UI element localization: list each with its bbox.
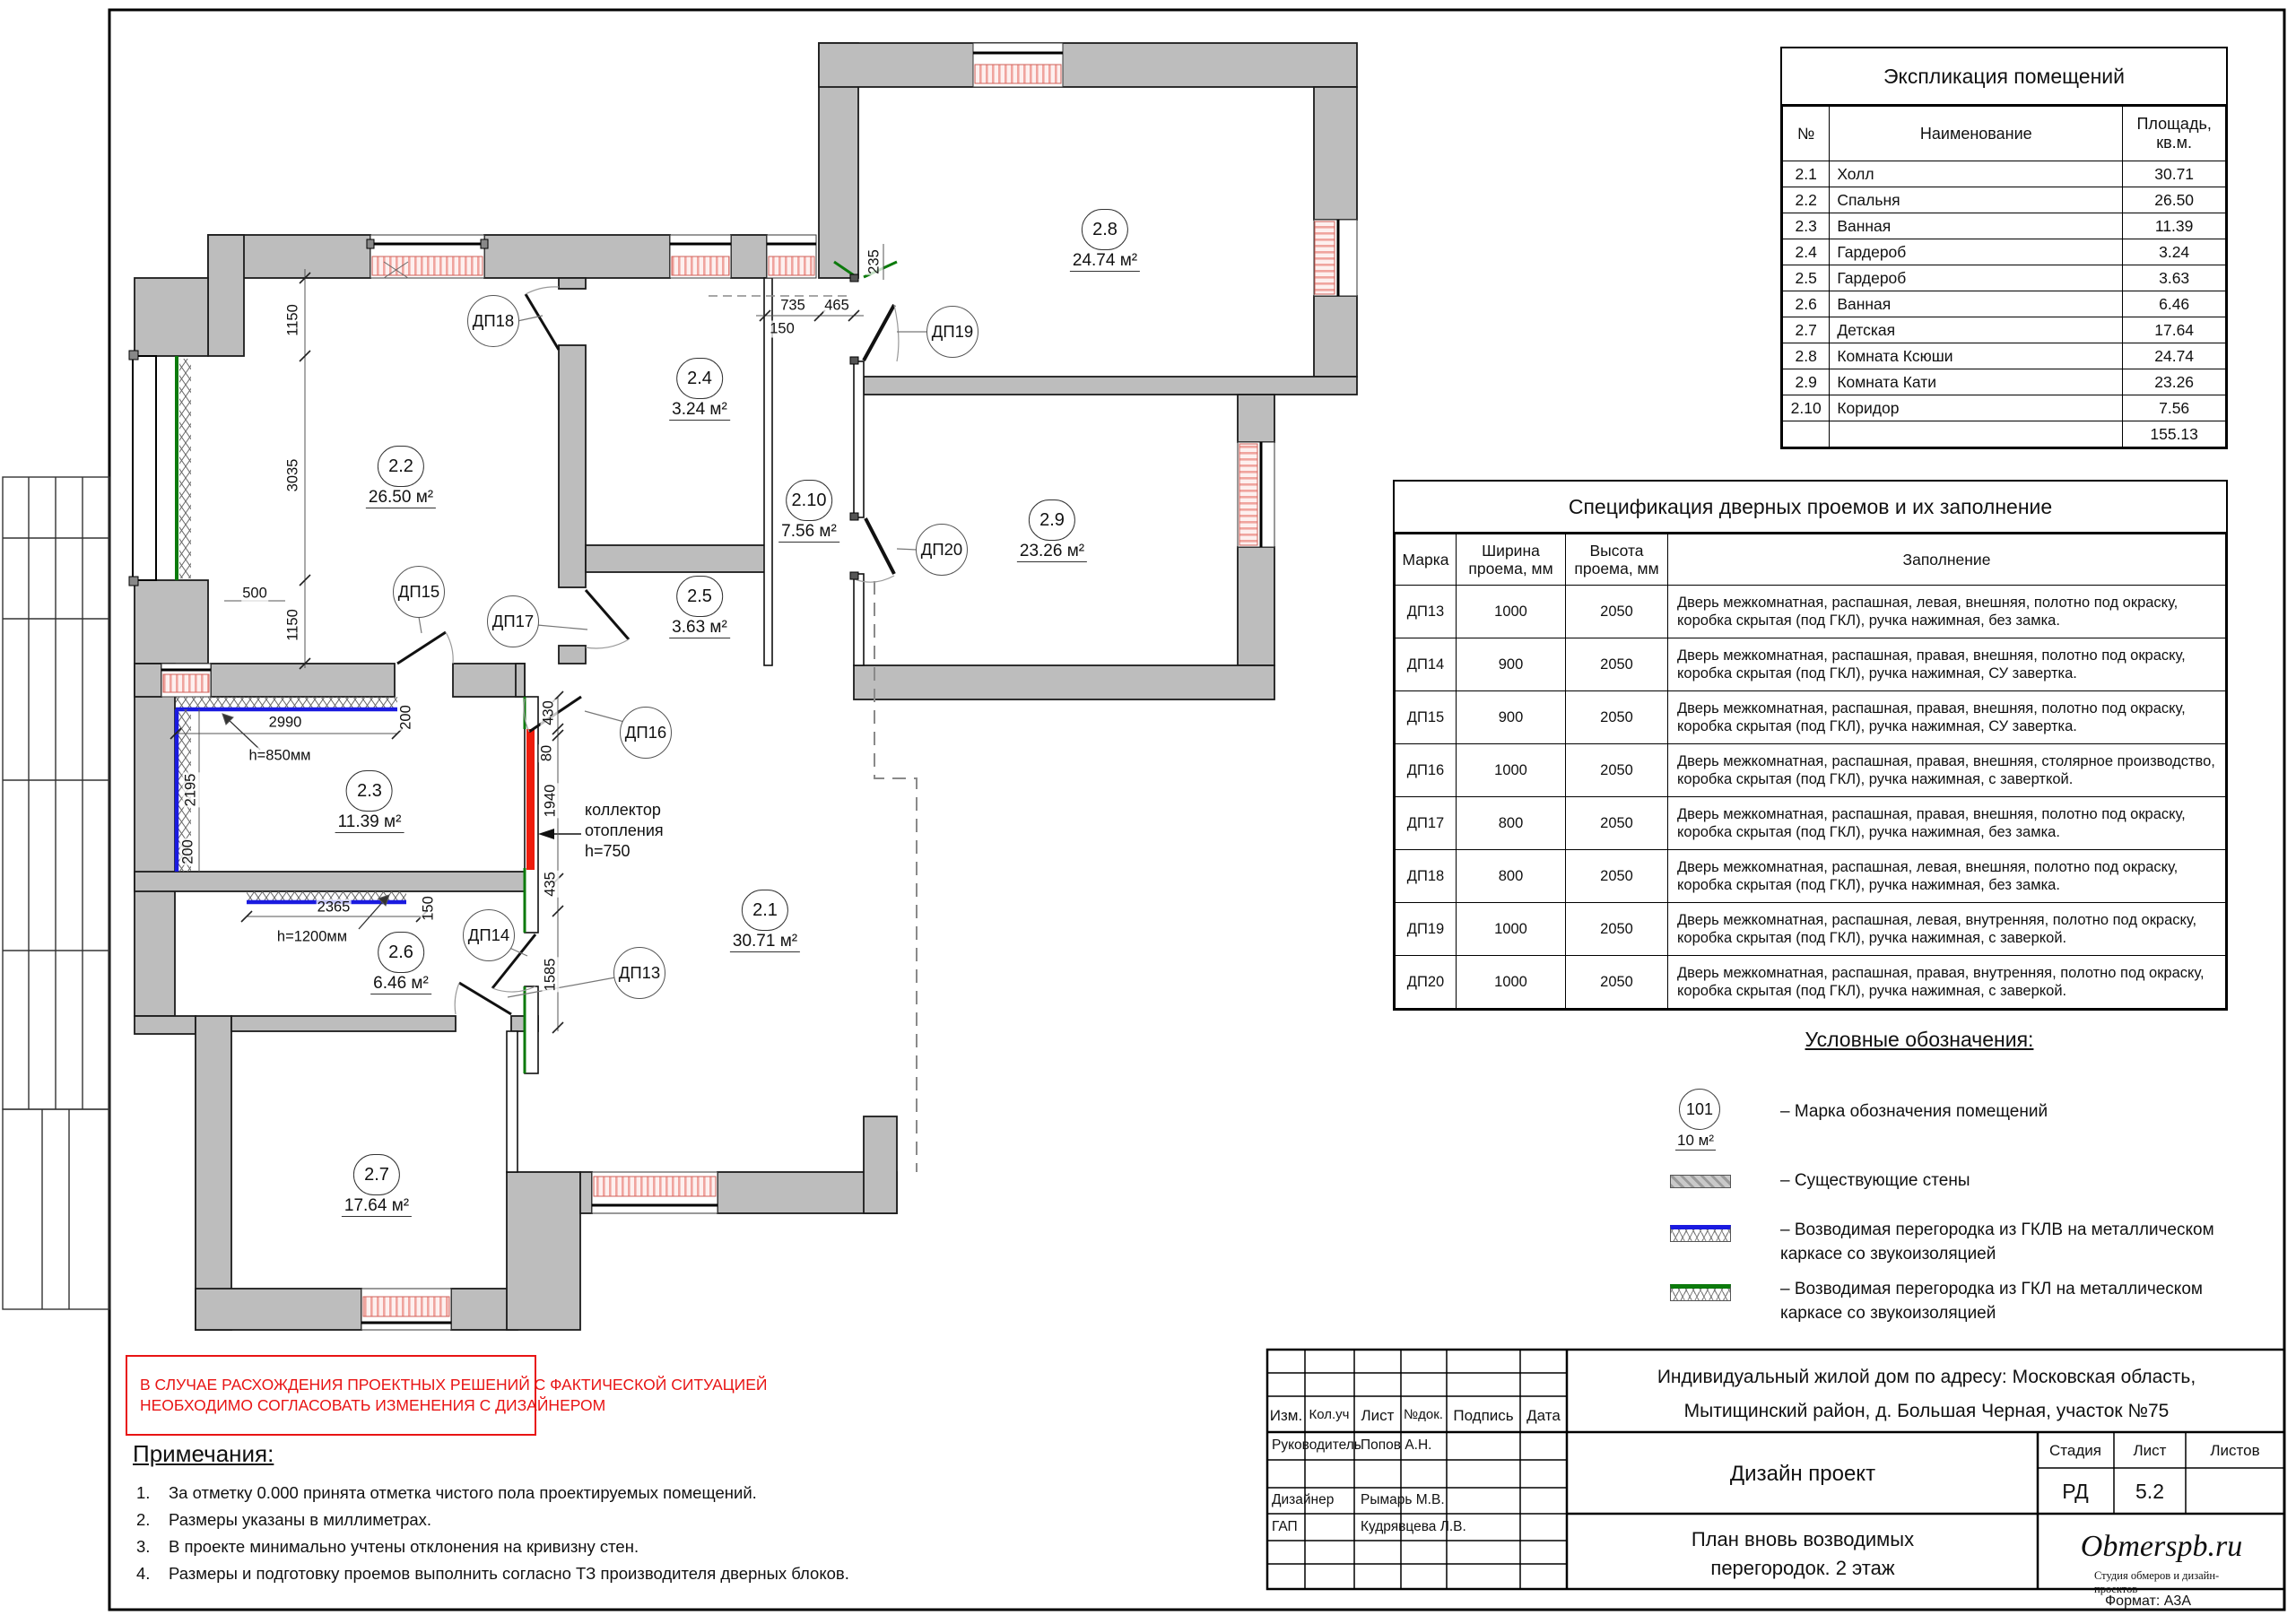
room-number: 2.10 — [786, 480, 832, 521]
table-cell: 1000 — [1457, 956, 1566, 1009]
table-cell: 2.6 — [1783, 291, 1830, 317]
dimension-label: 3035 — [284, 458, 301, 492]
door-spec-table — [1393, 480, 2228, 1011]
dimension-label: 2195 — [182, 773, 199, 807]
dimension-label: 465 — [824, 297, 849, 314]
titleblock-role: Дизайнер — [1272, 1492, 1335, 1507]
table-cell: Холл — [1830, 161, 2123, 187]
table-cell: Дверь межкомнатная, распашная, правая, внешняя, полотно под окраску, коробка скрытая (под ГКЛ), ручка нажимная, СУ завертка. — [1668, 691, 2226, 744]
titleblock-col: Подпись — [1453, 1407, 1514, 1424]
table-row — [1396, 638, 2226, 691]
collector-line: коллектор — [585, 801, 661, 819]
column-header-line: Площадь, — [2136, 115, 2212, 134]
table-cell: Гардероб — [1830, 265, 2123, 291]
table-cell: 1000 — [1457, 586, 1566, 638]
door-label-dp18: ДП18 — [467, 295, 519, 347]
table-cell: Дверь межкомнатная, распашная, правая, внешняя, полотно под окраску, коробка скрытая (под ГКЛ), ручка нажимная, СУ завертка. — [1668, 638, 2226, 691]
note-text: Размеры указаны в миллиметрах. — [169, 1510, 432, 1529]
table-cell: Дверь межкомнатная, распашная, правая, внешняя, полотно под окраску, коробка скрытая (под ГКЛ), ручка нажимная, без замка. — [1668, 797, 2226, 850]
room-number: 2.2 — [378, 446, 424, 487]
table-cell: ДП18 — [1396, 850, 1457, 903]
sheets-label: Листов — [2210, 1442, 2260, 1459]
table-cell: Коридор — [1830, 395, 2123, 421]
table-cell: 1000 — [1457, 744, 1566, 797]
table-cell: 1000 — [1457, 903, 1566, 956]
room-area: 6.46 м² — [370, 974, 431, 994]
note-number: 2. — [136, 1510, 151, 1529]
room-number: 2.9 — [1029, 499, 1075, 541]
room-area: 7.56 м² — [778, 522, 839, 543]
room-label-2-9 — [1017, 499, 1087, 562]
door-leaves — [397, 274, 899, 1014]
titleblock-role: Руководитель — [1272, 1437, 1361, 1453]
table-cell: 2.10 — [1783, 395, 1830, 421]
legend-item: – Марка обозначения помещений — [1780, 1102, 2048, 1121]
door-label-dp14: ДП14 — [463, 909, 515, 961]
room-number: 2.4 — [676, 358, 723, 399]
table-cell: 26.50 — [2123, 187, 2226, 213]
table-cell: 2.4 — [1783, 239, 1830, 265]
existing-walls — [135, 43, 1357, 1330]
room-number: 2.3 — [346, 770, 393, 812]
notes-title: Примечания: — [133, 1440, 274, 1467]
dimension-label: 1150 — [284, 304, 301, 336]
room-area: 23.26 м² — [1017, 542, 1087, 562]
door-label-dp17: ДП17 — [487, 595, 539, 647]
table-cell: Дверь межкомнатная, распашная, левая, внешняя, полотно под окраску, коробка скрытая (под ГКЛ), ручка нажимная, без замка. — [1668, 586, 2226, 638]
legend-gklv-partition-swatch — [1670, 1225, 1731, 1242]
legend-item: каркасе со звукоизоляцией — [1780, 1304, 1996, 1323]
titleblock-name: Кудрявцева Л.В. — [1361, 1519, 1466, 1534]
titleblock-col: Лист — [1361, 1407, 1395, 1424]
table-cell: Ванная — [1830, 291, 2123, 317]
table-row — [1783, 161, 2226, 187]
table-cell: 24.74 — [2123, 343, 2226, 369]
table-cell: ДП16 — [1396, 744, 1457, 797]
table-cell: 2050 — [1566, 638, 1668, 691]
legend-item: каркасе со звукоизоляцией — [1780, 1245, 1996, 1264]
door-label-dp20: ДП20 — [916, 524, 968, 576]
table-cell: 2050 — [1566, 850, 1668, 903]
titleblock-col: Изм. — [1269, 1407, 1303, 1424]
stage-label: Стадия — [2049, 1442, 2101, 1459]
room-label-2-10 — [778, 480, 839, 543]
sheet-number: 5.2 — [2135, 1480, 2164, 1503]
studio-logo-subtitle: Студия обмеров и дизайн-проектов — [2094, 1569, 2220, 1595]
room-area: 11.39 м² — [335, 812, 404, 833]
collector-line: отопления — [585, 821, 664, 839]
door-label-dp16: ДП16 — [620, 707, 672, 759]
table-row — [1783, 343, 2226, 369]
column-header — [2123, 107, 2226, 161]
table-cell: Детская — [1830, 317, 2123, 343]
table-cell: 2050 — [1566, 744, 1668, 797]
table-cell: 6.46 — [2123, 291, 2226, 317]
table-cell: 7.56 — [2123, 395, 2226, 421]
table-row — [1783, 213, 2226, 239]
table-cell: ДП20 — [1396, 956, 1457, 1009]
table-row — [1783, 395, 2226, 421]
collector-line: h=750 — [585, 842, 631, 860]
table-cell: 11.39 — [2123, 213, 2226, 239]
dimension-label: 235 — [865, 249, 883, 274]
table-cell: Дверь межкомнатная, распашная, правая, внутренняя, полотно под окраску, коробка скрытая (под ГКЛ), ручка нажимная, с заверкой. — [1668, 956, 2226, 1009]
legend-room-mark-icon: 101 — [1679, 1089, 1720, 1130]
project-type: Дизайн проект — [1729, 1462, 1876, 1486]
column-header: Заполнение — [1668, 534, 2226, 586]
room-area: 17.64 м² — [342, 1196, 412, 1217]
studio-logo: Obmerspb.ru — [2080, 1530, 2243, 1563]
table-cell: ДП17 — [1396, 797, 1457, 850]
table-row — [1783, 265, 2226, 291]
table-row — [1783, 239, 2226, 265]
total-area: 155.13 — [2123, 421, 2226, 447]
table-cell: Гардероб — [1830, 239, 2123, 265]
table-row — [1396, 850, 2226, 903]
column-header: Высота проема, мм — [1566, 534, 1668, 586]
table-row — [1783, 369, 2226, 395]
table-cell: Дверь межкомнатная, распашная, левая, внутренняя, полотно под окраску, коробка скрытая (под ГКЛ), ручка нажимная, с заверкой. — [1668, 903, 2226, 956]
stage-value: РД — [2062, 1480, 2089, 1503]
room-label-2-8 — [1070, 209, 1140, 272]
note-number: 3. — [136, 1537, 151, 1556]
note-text: За отметку 0.000 принята отметка чистого пола проектируемых помещений. — [169, 1483, 757, 1502]
column-header-line: кв.м. — [2156, 134, 2193, 152]
dimension-label: 2365 — [317, 899, 351, 916]
table-cell: Дверь межкомнатная, распашная, правая, внешняя, столярное производство, коробка скрытая (под ГКЛ), ручка нажимная, с заверткой. — [1668, 744, 2226, 797]
dimension-label: h=1200мм — [276, 928, 348, 945]
note-item — [136, 1510, 431, 1530]
dimension-label: h=850мм — [248, 747, 311, 764]
room-number: 2.6 — [378, 932, 424, 973]
table-cell: ДП19 — [1396, 903, 1457, 956]
table-cell: 3.63 — [2123, 265, 2226, 291]
room-area: 24.74 м² — [1070, 251, 1140, 272]
titleblock-col: Кол.уч — [1309, 1407, 1350, 1422]
room-explication-table — [1780, 47, 2228, 449]
table-row — [1396, 744, 2226, 797]
table-cell: 30.71 — [2123, 161, 2226, 187]
column-header: Наименование — [1830, 107, 2123, 161]
collector-annotation — [585, 800, 664, 862]
table-row — [1396, 903, 2226, 956]
table-cell: Ванная — [1830, 213, 2123, 239]
table-cell: 900 — [1457, 691, 1566, 744]
table-cell: 2050 — [1566, 691, 1668, 744]
room-number: 2.5 — [676, 576, 723, 617]
dimension-label: 150 — [770, 320, 795, 337]
room-number: 2.1 — [742, 890, 788, 931]
door-label-dp19: ДП19 — [926, 306, 978, 358]
dimension-label: 1585 — [542, 958, 559, 992]
table-cell: 2.3 — [1783, 213, 1830, 239]
room-label-2-4 — [669, 358, 730, 421]
legend-title: Условные обозначения: — [1805, 1028, 2034, 1051]
table-cell: Комната Ксюши — [1830, 343, 2123, 369]
room-label-2-1 — [730, 890, 800, 952]
column-header: Марка — [1396, 534, 1457, 586]
door-label-dp15: ДП15 — [393, 566, 445, 618]
project-address: Мытищинский район, д. Большая Черная, участок №75 — [1683, 1401, 2170, 1421]
dimension-label: 200 — [179, 839, 196, 864]
table-cell: 800 — [1457, 797, 1566, 850]
table-row — [1396, 691, 2226, 744]
table-title: Экспликация помещений — [1782, 48, 2226, 106]
door-label-dp13: ДП13 — [613, 947, 665, 999]
legend-item: – Возводимая перегородка из ГКЛ на металлическом — [1780, 1280, 2203, 1298]
room-number: 2.7 — [353, 1154, 400, 1195]
table-cell: Дверь межкомнатная, распашная, левая, внешняя, полотно под окраску, коробка скрытая (под ГКЛ), ручка нажимная, без замка. — [1668, 850, 2226, 903]
dimension-label: 200 — [397, 705, 414, 730]
column-header: Ширина проема, мм — [1457, 534, 1566, 586]
titleblock-name: Рымарь М.В. — [1361, 1492, 1445, 1507]
dimension-label: 735 — [780, 297, 805, 314]
table-cell: 2050 — [1566, 956, 1668, 1009]
dashed-lines — [709, 296, 917, 1172]
table-row — [1783, 187, 2226, 213]
sheet-label: Лист — [2133, 1442, 2167, 1459]
table-total-row — [1783, 421, 2226, 447]
titleblock-col: №док. — [1404, 1407, 1443, 1422]
dimension-label: 2990 — [268, 714, 302, 731]
legend-existing-wall-swatch — [1670, 1175, 1731, 1188]
table-cell: 2.2 — [1783, 187, 1830, 213]
room-number: 2.8 — [1082, 209, 1128, 250]
table-cell: 800 — [1457, 850, 1566, 903]
note-number: 1. — [136, 1483, 151, 1502]
table-cell: 3.24 — [2123, 239, 2226, 265]
table-title: Спецификация дверных проемов и их заполнение — [1395, 482, 2226, 534]
dimension-label: 430 — [540, 700, 557, 725]
warning-line: В СЛУЧАЕ РАСХОЖДЕНИЯ ПРОЕКТНЫХ РЕШЕНИЙ С ФАКТИЧЕСКОЙ СИТУАЦИЕЙ — [140, 1376, 768, 1394]
table-cell: ДП13 — [1396, 586, 1457, 638]
drawing-title: План вновь возводимых — [1691, 1528, 1915, 1550]
table-cell: 2050 — [1566, 797, 1668, 850]
note-number: 4. — [136, 1564, 151, 1583]
table-cell: ДП15 — [1396, 691, 1457, 744]
dimension-label: 80 — [538, 744, 555, 762]
titleblock-col: Дата — [1526, 1407, 1561, 1424]
table-cell: Комната Кати — [1830, 369, 2123, 395]
table-row — [1396, 797, 2226, 850]
project-address: Индивидуальный жилой дом по адресу: Московская область, — [1657, 1367, 2196, 1387]
room-area: 26.50 м² — [366, 488, 436, 508]
room-area: 3.24 м² — [669, 400, 730, 421]
note-text: Размеры и подготовку проемов выполнить согласно ТЗ производителя дверных блоков. — [169, 1564, 849, 1583]
room-label-2-2 — [366, 446, 436, 508]
room-area: 30.71 м² — [730, 932, 800, 952]
table-cell: 17.64 — [2123, 317, 2226, 343]
table-cell: 2.5 — [1783, 265, 1830, 291]
legend-item: – Существующие стены — [1780, 1171, 1970, 1190]
room-label-2-7 — [342, 1154, 412, 1217]
dimension-label: 500 — [242, 585, 267, 602]
table-cell: Спальня — [1830, 187, 2123, 213]
legend-room-mark-area: 10 м² — [1677, 1132, 1714, 1149]
table-cell: 2.1 — [1783, 161, 1830, 187]
dimension-label: 1940 — [542, 784, 559, 818]
table-row — [1783, 291, 2226, 317]
titleblock-name: Попов А.Н. — [1361, 1437, 1432, 1453]
table-cell: 2.8 — [1783, 343, 1830, 369]
warning-box — [126, 1355, 768, 1436]
table-row — [1396, 586, 2226, 638]
table-cell: 900 — [1457, 638, 1566, 691]
left-margin-grid — [3, 477, 109, 1309]
note-item — [136, 1483, 757, 1503]
note-item — [136, 1537, 639, 1557]
format-note: Формат: А3А — [2105, 1594, 2191, 1609]
table-row — [1396, 956, 2226, 1009]
dimension-label: 435 — [542, 872, 559, 897]
table-cell: 2.9 — [1783, 369, 1830, 395]
room-label-2-3 — [335, 770, 404, 833]
room-label-2-5 — [669, 576, 730, 638]
column-header: № — [1783, 107, 1830, 161]
note-item — [136, 1564, 849, 1584]
legend-gkl-partition-swatch — [1670, 1284, 1731, 1301]
dimension-label: 150 — [420, 896, 437, 921]
note-text: В проекте минимально учтены отклонения на кривизну стен. — [169, 1537, 639, 1556]
table-cell: 2050 — [1566, 586, 1668, 638]
drawing-title: перегородок. 2 этаж — [1710, 1557, 1895, 1579]
room-area: 3.63 м² — [669, 618, 730, 638]
titleblock-role: ГАП — [1272, 1519, 1298, 1534]
dimension-label: 1150 — [284, 609, 301, 641]
table-row — [1783, 317, 2226, 343]
room-label-2-6 — [370, 932, 431, 994]
table-cell: 2050 — [1566, 903, 1668, 956]
table-cell: ДП14 — [1396, 638, 1457, 691]
table-cell: 23.26 — [2123, 369, 2226, 395]
table-cell: 2.7 — [1783, 317, 1830, 343]
legend-item: – Возводимая перегородка из ГКЛВ на металлическом — [1780, 1220, 2214, 1239]
warning-line: НЕОБХОДИМО СОГЛАСОВАТЬ ИЗМЕНЕНИЯ С ДИЗАЙНЕРОМ — [140, 1396, 606, 1414]
